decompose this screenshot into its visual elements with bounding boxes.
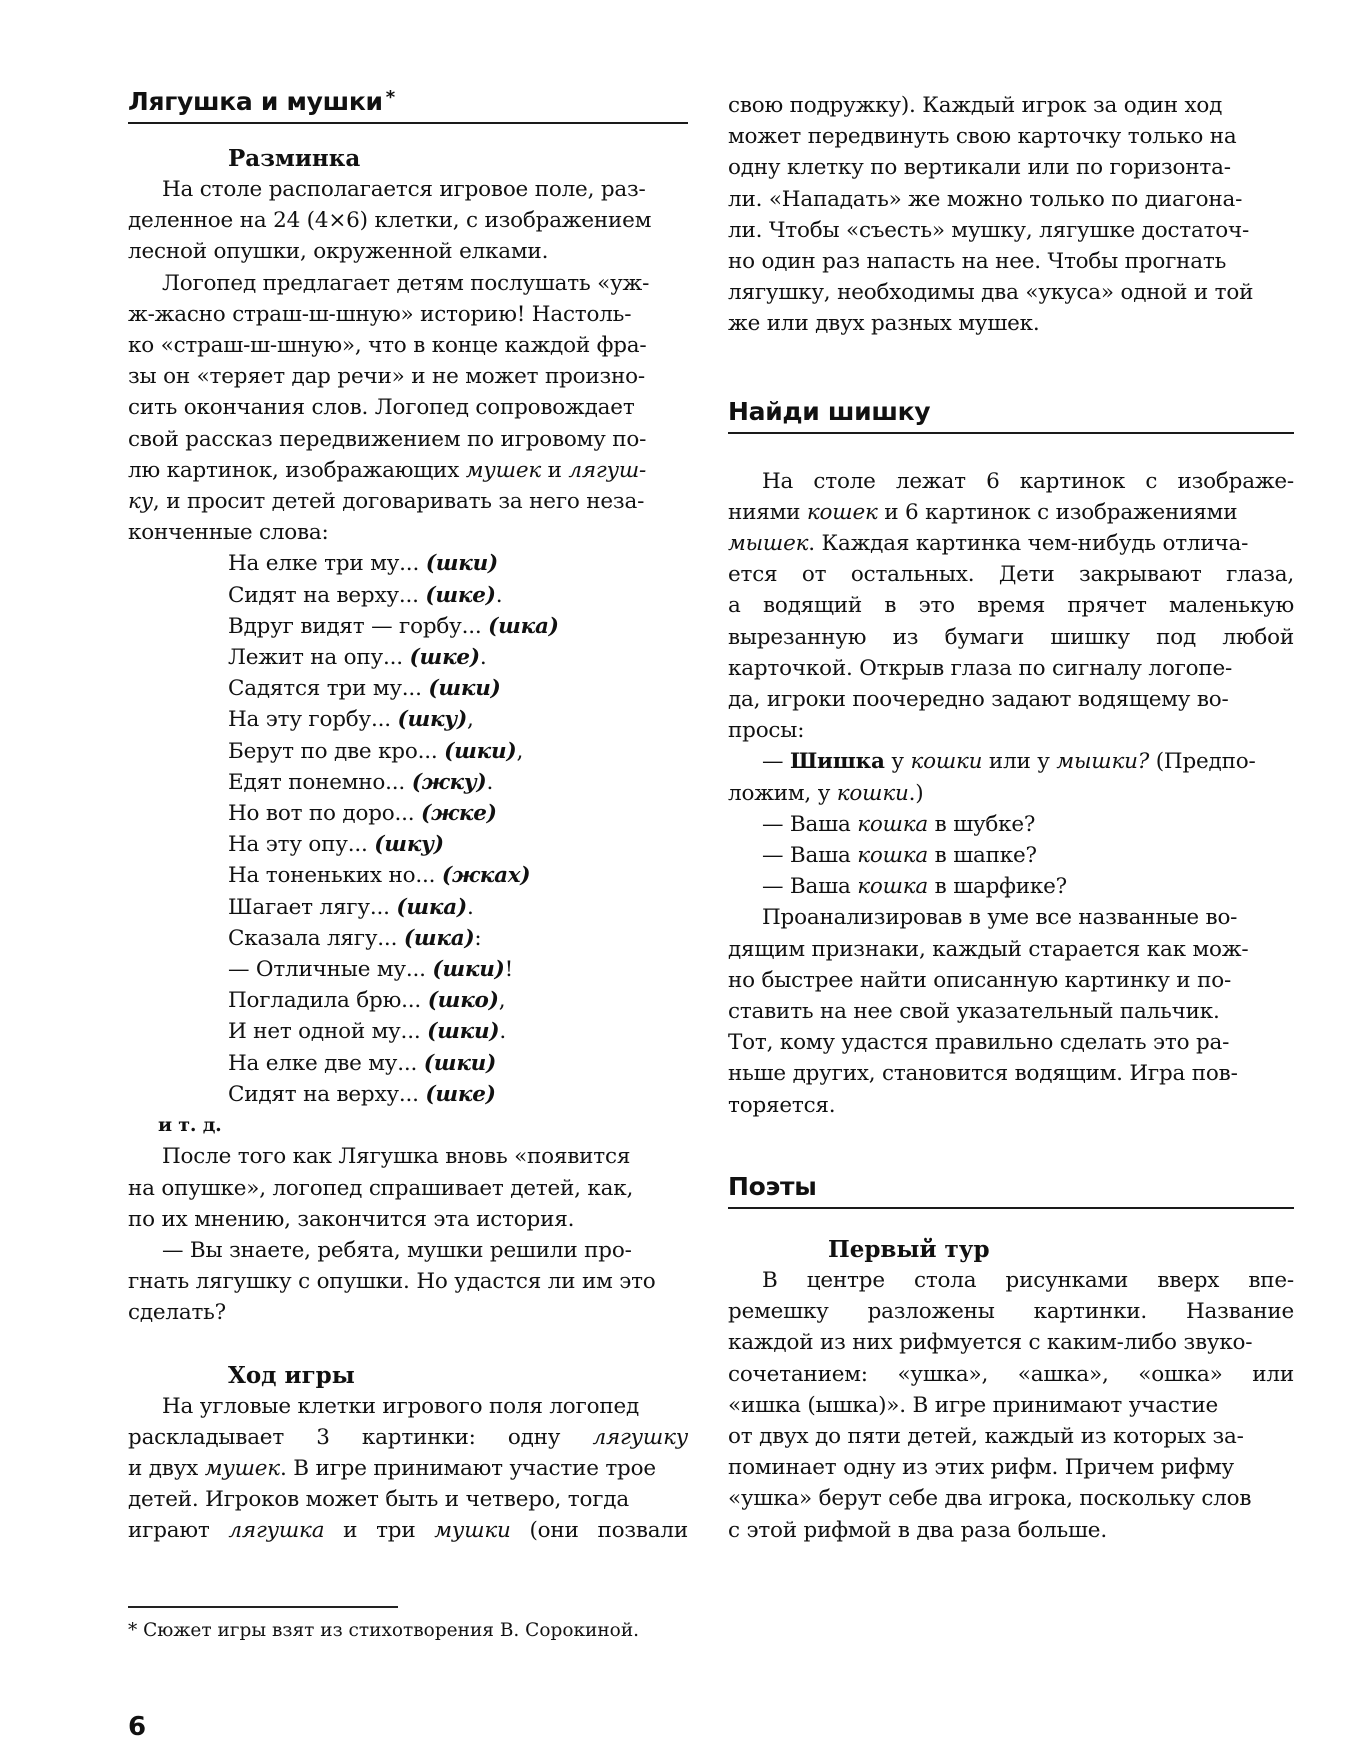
verse-text: Но вот по доро... bbox=[228, 801, 422, 827]
verse-ending-hint: (шки) bbox=[425, 551, 498, 577]
text-line: После того как Лягушка вновь «появится bbox=[162, 1144, 631, 1170]
verse-ending-hint: (шка) bbox=[403, 925, 475, 951]
verse-ending-hint: (шке) bbox=[425, 582, 496, 608]
warmup-paragraph-2 bbox=[128, 268, 688, 549]
verse-text: — Отличные му... bbox=[228, 957, 433, 983]
text-span: и bbox=[541, 457, 569, 483]
verse-line bbox=[128, 767, 688, 798]
verse-line bbox=[128, 923, 688, 954]
text-line: «ишка (ышка)». В игре принимают участие bbox=[728, 1392, 1219, 1418]
verse-line bbox=[128, 736, 688, 767]
text-span: в шубке? bbox=[928, 811, 1036, 837]
verse-text: Едят понемно... bbox=[228, 769, 412, 795]
footnote-divider bbox=[128, 1606, 398, 1608]
text-line bbox=[128, 1453, 688, 1484]
subsection-title-gameplay: Ход игры bbox=[228, 1361, 355, 1389]
verse-ending-hint: (шки) bbox=[427, 1019, 500, 1045]
verse-line bbox=[128, 642, 688, 673]
italic-word: мушки bbox=[434, 1518, 511, 1544]
verse-line bbox=[128, 860, 688, 891]
verse-text: Садятся три му... bbox=[228, 676, 429, 702]
italic-word: лягушка bbox=[228, 1518, 325, 1544]
find-cone-paragraph bbox=[728, 466, 1294, 1121]
text-line: свой рассказ передвижением по игровому по- bbox=[128, 426, 647, 452]
verse-line bbox=[128, 829, 688, 860]
text-span: в шапке? bbox=[928, 843, 1037, 869]
verse-punctuation: ! bbox=[504, 957, 514, 983]
verse-line bbox=[128, 580, 688, 611]
italic-word: лягушку bbox=[592, 1424, 688, 1450]
verse-line bbox=[128, 954, 688, 985]
verse-text: На тоненьких но... bbox=[228, 863, 442, 889]
verse-text: Сказала лягу... bbox=[228, 925, 404, 951]
text-line: ли. «Нападать» же можно только по диагона- bbox=[728, 186, 1243, 212]
italic-word: мушек bbox=[465, 457, 541, 483]
text-span: — Ваша bbox=[762, 874, 858, 900]
text-line: но один раз напасть на нее. Чтобы прогнать bbox=[728, 249, 1227, 275]
text-span: ниями bbox=[728, 499, 807, 525]
verse-ending-hint: (шка) bbox=[396, 894, 467, 920]
text-line: ж-жасно страш-ш-шную» историю! Настоль- bbox=[128, 301, 632, 327]
text-line: На столе располагается игровое поле, раз- bbox=[162, 177, 646, 202]
verse-line bbox=[128, 985, 688, 1016]
subsection-title-warmup: Разминка bbox=[228, 145, 361, 172]
text-line: но быстрее найти описанную картинку и по- bbox=[728, 967, 1232, 993]
text-line bbox=[128, 1422, 688, 1453]
text-line: свою подружку). Каждый игрок за один ход bbox=[728, 93, 1223, 118]
text-line: по их мнению, закончится эта история. bbox=[128, 1206, 575, 1232]
text-line bbox=[728, 497, 1294, 528]
text-line: ньше других, становится водящим. Игра пов- bbox=[728, 1061, 1238, 1087]
verse-text: Сидят на верху... bbox=[228, 1081, 426, 1107]
text-line: ремешку разложены картинки. Название bbox=[728, 1299, 1294, 1325]
text-span: играют bbox=[128, 1518, 229, 1544]
text-line: сить окончания слов. Логопед сопровождает bbox=[128, 395, 635, 421]
text-span: .) bbox=[908, 780, 924, 806]
text-line: торяется. bbox=[728, 1092, 836, 1118]
text-line: от двух до пяти детей, каждый из которых за- bbox=[728, 1423, 1244, 1449]
text-line: одну клетку по вертикали или по горизонта- bbox=[728, 155, 1231, 181]
question-line bbox=[728, 840, 1294, 871]
text-line: с этой рифмой в два раза больше. bbox=[728, 1517, 1107, 1543]
italic-word: мышек bbox=[728, 531, 809, 557]
text-line: деленное на 24 (4×6) клетки, с изображением bbox=[128, 208, 652, 234]
verse-text: Погладила брю... bbox=[228, 988, 428, 1014]
text-span: лю картинок, изображающих bbox=[128, 457, 466, 483]
verse-text: Шагает лягу... bbox=[228, 894, 397, 920]
text-line: вырезанную из бумаги шишку под любой bbox=[728, 624, 1294, 650]
verse-ending-hint: (жке) bbox=[421, 801, 497, 827]
verse-text: На эту горбу... bbox=[228, 707, 398, 733]
italic-word: мушек bbox=[204, 1455, 280, 1481]
verse-ending-hint: (шку) bbox=[397, 707, 468, 733]
verse-ending-hint: (жку) bbox=[411, 769, 487, 795]
verse-punctuation: , bbox=[467, 707, 474, 733]
verse-line bbox=[128, 704, 688, 735]
text-line: сделать? bbox=[128, 1300, 227, 1326]
verse-text: На эту опу... bbox=[228, 832, 375, 858]
verse-punctuation: , bbox=[516, 738, 524, 764]
text-line: дящим признаки, каждый старается как мож- bbox=[728, 936, 1249, 962]
italic-word: кошка bbox=[857, 811, 929, 837]
verse-ending-hint: (шки) bbox=[444, 738, 517, 764]
text-line: Логопед предлагает детям послушать «уж- bbox=[162, 270, 650, 296]
verse-ending-hint: (шки) bbox=[423, 1050, 497, 1076]
verse-ending-hint: (жках) bbox=[441, 863, 531, 889]
text-line: Тот, кому удастся правильно сделать это ра- bbox=[728, 1030, 1230, 1056]
text-line: ставить на нее свой указательный пальчик. bbox=[728, 999, 1220, 1025]
gameplay-paragraph bbox=[128, 1391, 688, 1547]
text-line: детей. Игроков может быть и четверо, тогда bbox=[128, 1487, 629, 1513]
text-line: В центре стола рисунками вверх впе- bbox=[762, 1267, 1294, 1293]
etc-text: и т. д. bbox=[158, 1114, 222, 1137]
subsection-title-first-round: Первый тур bbox=[828, 1235, 990, 1263]
text-line: лесной опушки, окруженной елками. bbox=[128, 239, 549, 265]
verse-line bbox=[128, 1079, 688, 1110]
verse-punctuation: . bbox=[479, 645, 487, 671]
continued-paragraph bbox=[728, 90, 1294, 340]
text-span: или у bbox=[982, 749, 1057, 775]
text-span: и три bbox=[324, 1518, 435, 1544]
italic-word: кошки bbox=[910, 749, 983, 775]
verse-ending-hint: (шки) bbox=[428, 676, 501, 702]
text-span: и 6 картинок с изображениями bbox=[877, 499, 1238, 525]
text-line: — Вы знаете, ребята, мушки решили про- bbox=[162, 1237, 632, 1263]
warmup-paragraph-1 bbox=[128, 174, 688, 268]
text-span: ложим, у bbox=[728, 780, 837, 806]
verse-punctuation: . bbox=[466, 894, 474, 920]
footnote-marker: * bbox=[385, 87, 395, 108]
verse-line bbox=[128, 892, 688, 923]
italic-word: кошка bbox=[857, 843, 929, 869]
text-line: гнать лягушку с опушки. Но удастся ли им это bbox=[128, 1269, 656, 1295]
italic-word: кошки bbox=[836, 780, 909, 806]
section-title-text: Лягушка и мушки bbox=[128, 87, 383, 116]
verse-block bbox=[128, 548, 688, 1110]
verse-ending-hint: (шке) bbox=[409, 645, 480, 671]
text-line bbox=[128, 455, 688, 486]
text-line: На столе лежат 6 картинок с изображе- bbox=[762, 468, 1294, 494]
italic-word: кошка bbox=[857, 874, 929, 900]
text-span: . Каждая картинка чем-нибудь отлича- bbox=[808, 531, 1249, 557]
question-line bbox=[728, 746, 1294, 777]
text-line: же или двух разных мушек. bbox=[728, 311, 1040, 337]
text-line: конченные слова: bbox=[128, 520, 329, 546]
text-line: да, игроки поочередно задают водящему во- bbox=[728, 687, 1229, 713]
verse-text: На елке две му... bbox=[228, 1050, 424, 1076]
verse-punctuation: : bbox=[474, 925, 482, 951]
question-line bbox=[728, 809, 1294, 840]
text-span: . В игре принимают участие трое bbox=[279, 1455, 656, 1481]
verse-punctuation: , bbox=[498, 988, 506, 1014]
text-line: каждой из них рифмуется с каким-либо звуко- bbox=[728, 1330, 1253, 1356]
left-column bbox=[128, 0, 688, 1547]
text-line: лягушку, необходимы два «укуса» одной и той bbox=[728, 280, 1254, 306]
italic-word: мышки? bbox=[1056, 749, 1150, 775]
verse-line bbox=[128, 673, 688, 704]
text-line: ли. Чтобы «съесть» мушку, лягушке достаточ- bbox=[728, 217, 1250, 243]
after-paragraph-1 bbox=[128, 1141, 688, 1235]
verse-text: На елке три му... bbox=[228, 551, 426, 577]
verse-ending-hint: (шка) bbox=[488, 613, 559, 639]
text-line: карточкой. Открыв глаза по сигналу логопе- bbox=[728, 655, 1233, 681]
text-span: раскладывает 3 картинки: одну bbox=[128, 1424, 593, 1450]
text-line bbox=[728, 778, 1294, 809]
text-span: — Ваша bbox=[762, 843, 858, 869]
text-span: в шарфике? bbox=[928, 874, 1068, 900]
text-span: (они позвали bbox=[510, 1518, 688, 1544]
section-title-frog-and-flies bbox=[128, 86, 688, 124]
text-line: зы он «теряет дар речи» и не может произно- bbox=[128, 364, 645, 390]
text-span: (Предпо- bbox=[1149, 749, 1256, 775]
text-line: ется от остальных. Дети закрывают глаза, bbox=[728, 562, 1294, 588]
text-span: — Ваша bbox=[762, 811, 858, 837]
verse-line bbox=[128, 611, 688, 642]
verse-text: Вдруг видят — горбу... bbox=[228, 613, 489, 639]
verse-text: Берут по две кро... bbox=[228, 738, 445, 764]
italic-word: лягуш- bbox=[568, 457, 647, 483]
text-line: Проанализировав в уме все названные во- bbox=[762, 905, 1238, 931]
text-line: На угловые клетки игрового поля логопед bbox=[162, 1393, 640, 1419]
verse-punctuation: . bbox=[495, 582, 503, 608]
page-number: 6 bbox=[128, 1712, 147, 1742]
text-line: «ушка» берут себе два игрока, поскольку слов bbox=[728, 1486, 1252, 1512]
italic-word: ку bbox=[128, 489, 153, 515]
verse-ending-hint: (шко) bbox=[427, 988, 499, 1014]
verse-ending-hint: (шке) bbox=[425, 1081, 496, 1107]
text-span: — bbox=[762, 749, 790, 775]
verse-text: Лежит на опу... bbox=[228, 645, 410, 671]
verse-line bbox=[128, 1016, 688, 1047]
verse-text: И нет одной му... bbox=[228, 1019, 428, 1045]
footnote: * Сюжет игры взят из стихотворения В. Сорокиной. bbox=[128, 1620, 640, 1641]
text-span: , и просит детей договаривать за него неза- bbox=[152, 489, 645, 515]
verse-ending-hint: (шку) bbox=[374, 832, 444, 858]
text-line: просы: bbox=[728, 718, 805, 744]
section-title-poets: Поэты bbox=[728, 1171, 1294, 1209]
section-title-find-the-cone: Найди шишку bbox=[728, 396, 1294, 434]
verse-ending-hint: (шки) bbox=[432, 957, 505, 983]
text-line: может передвинуть свою карточку только на bbox=[728, 124, 1237, 150]
verse-line bbox=[128, 798, 688, 829]
text-line: поминает одну из этих рифм. Причем рифму bbox=[728, 1455, 1234, 1481]
text-span: у bbox=[884, 749, 911, 775]
question-line bbox=[728, 871, 1294, 902]
text-span: и двух bbox=[128, 1455, 205, 1481]
text-line: на опушке», логопед спрашивает детей, как, bbox=[128, 1175, 634, 1201]
text-line bbox=[128, 486, 688, 517]
text-line: сочетанием: «ушка», «ашка», «ошка» или bbox=[728, 1361, 1294, 1387]
bold-word: Шишка bbox=[789, 749, 885, 775]
text-line bbox=[128, 1515, 688, 1546]
verse-line bbox=[128, 548, 688, 579]
verse-punctuation: . bbox=[486, 769, 494, 795]
text-line: а водящий в это время прячет маленькую bbox=[728, 593, 1294, 619]
verse-text: Сидят на верху... bbox=[228, 582, 426, 608]
italic-word: кошек bbox=[806, 499, 878, 525]
verse-punctuation: . bbox=[499, 1019, 507, 1045]
verse-line bbox=[128, 1048, 688, 1079]
first-round-paragraph bbox=[728, 1265, 1294, 1546]
text-line bbox=[728, 528, 1294, 559]
after-paragraph-2 bbox=[128, 1235, 688, 1329]
right-column bbox=[728, 0, 1294, 1546]
text-line: ко «страш-ш-шную», что в конце каждой фра- bbox=[128, 333, 647, 359]
